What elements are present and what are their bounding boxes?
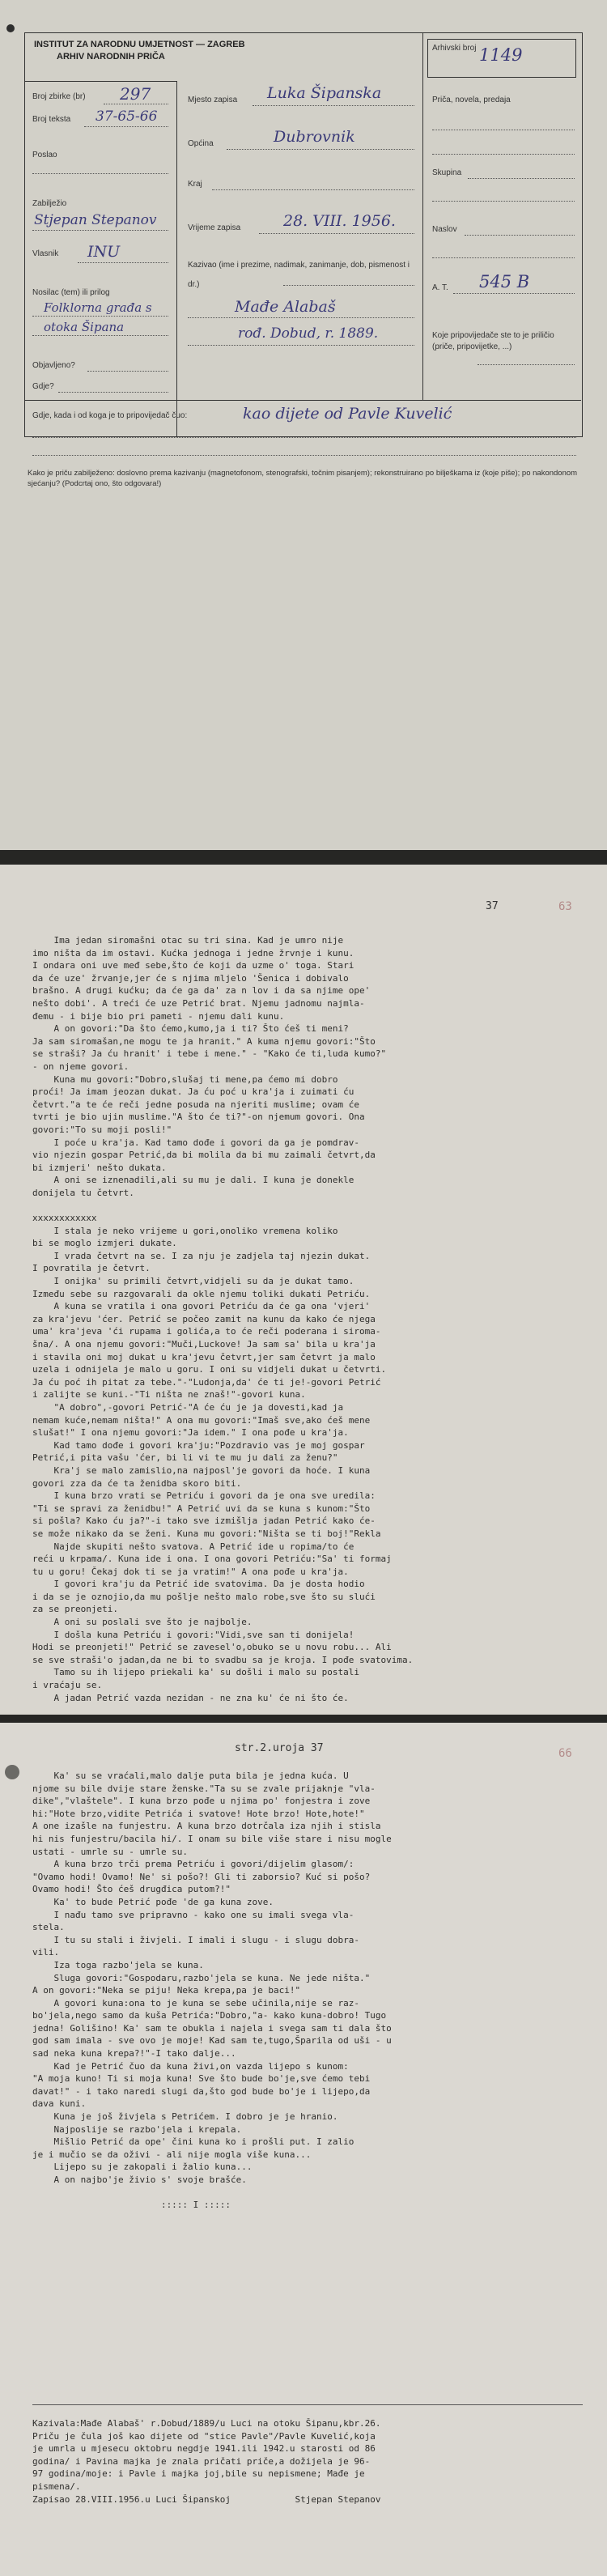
izvor-label: Gdje, kada i od koga je to pripovijedač čuo: xyxy=(32,411,188,420)
mjesto-zapisa-value: Luka Šipanska xyxy=(267,84,382,102)
broj-teksta-value: 37-65-66 xyxy=(96,108,158,125)
vlasnik-label: Vlasnik xyxy=(32,249,59,258)
broj-teksta-label: Broj teksta xyxy=(32,115,71,124)
prica-novela-label: Priča, novela, predaja xyxy=(432,96,511,104)
kazivao-birth: rođ. Dobud, r. 1889. xyxy=(238,325,379,342)
rule xyxy=(283,285,414,286)
recording-method-note: Kako je priču zabilježeno: doslovno prema kazivanju (magnetofonom, stenografski, točnim pisanjem); rekonstruirano po bilješkama iz (koje piše); po nakondonom sjećanju? (Podcrtaj ono, što odgovara!) xyxy=(28,469,578,488)
koje-label: Koje pripovijedače ste to je priličio (priče, pripovijetke, ...) xyxy=(432,331,554,351)
rule xyxy=(253,105,414,106)
arhivski-broj-value: 1149 xyxy=(479,45,523,65)
rule xyxy=(188,317,414,318)
page-number: 37 xyxy=(486,900,499,912)
rule xyxy=(432,201,575,202)
divider xyxy=(32,2404,583,2405)
punch-hole xyxy=(6,24,15,32)
mjesto-zapisa-label: Mjesto zapisa xyxy=(188,96,238,104)
rule xyxy=(468,178,575,179)
naslov-label: Naslov xyxy=(432,225,457,234)
rule xyxy=(58,392,168,393)
at-value: 545 B xyxy=(479,272,530,291)
rule xyxy=(453,293,575,294)
story-text: Ima jedan siromašni otac su tri sina. Kad je umro nije imo ništa da im ostavi. Kućka jednoga i jedne žrvnje i kunu. I ondara oni uve međ sebe,što će koji da uzme o' toga. Stari da će uze' žrvanje,jer će s njima mljelo 'Šenica i dobivalo brašno. A drugi kućku; da će ga da' za n lov i da sa njime ope' nešto dobi'. A treći će uze Petrić brat. Njemu jadnomu najmla- đemu - i bije bio pri pameti - njemu dali kunu. A on govori:"Da što ćemo,kumo,ja i ti? Što ćeš ti meni? Ja sam siromašan,ne mogu te ja hranit." A kuma njemu govori:"Što se straši? Ja ću hranit' i tebe i mene." - "Kako će ti,luda kumo?" - on njeme govori. Kuna mu govori:"Dobro,slušaj ti mene,pa ćemo mi dobro proći! Ja imam jeozan dukat. Ja ću poć u kra'ja i zuimati ću četvrt."a te će reči jedne posuda na njeriti muslime; ovam će tvrti je bio ujin muslime."A što će ti?"-on njemum govori. Ona govori:"To su moji posli!" I poće u kra'ja. Kad tamo dođe i govori da ga je pomdrav- vio njezin gospar Petrić,da bi molila da bi mu zaimali četvrt,da bi izmjeri' nešto dukata. A oni se iznenadili,ali su mu je dali. I kuna je donekle donijela tu četvrt. xxxxxxxxxxxx I stala je neko vrijeme u gori,onoliko vremena koliko bi se moglo izmjeri dukate. I vrada četvrt na se. I za nju je zadjela taj njezin dukat. I povratila je četvrt. I onijka' su primili četvrt,vidjeli su da je dukat tamo. Između sebe su razgovarali da okle njemu toliki dukati Petriću. A kuna se vratila i ona govori Petriću da će ga ona 'vjeri' za kra'jevu 'ćer. Petrić se počeo zamit na kunu da kako će njega uma' kra'jeva 'ći rupama i golića,a to će reči poderana i siroma- šna/. A ona njemu govori:"Muči,Luckove! Ja sam sa' bila u kra'ja i stavila oni moj dukat u kra'jevu četvrt,jer sam četvrt ja malo uzela i odnijela je malo u goru. I oni su vidjeli dukat u četvrti. Ja ću poć ih pitat za tebe."-"Ludonja,da' će ti je!-govori Petrić i zalijte se kuni.-"Ti ništa ne znaš!"-govori kuna. "A dobro",-govori Petrić-"A će ću je ja dovesti,kad ja nemam kuće,nemam ništa!" A ona mu govori:"Imaš sve,ako ćeš mene slušat!" I ona njemu govori:"Ja idem." I ona pođe u kra'ja. Kad tamo dođe i govori kra'ju:"Pozdravio vas je moj gospar Petrić,i pita vašu 'ćer, bi li vi te mu ju dali za ženu?" Kra'j se malo zamislio,na najposl'je govori da hoće. I kuna govori zza da će ta ženidba skoro biti. I kuna brzo vrati se Petriću i govori da je ona sve uredila: "Ti se spravi za ženidbu!" A Petrić uvi da se kuna s kunom:"Što si pošla? Kako ću ja?"-i tako sve izmišlja jadan Petrić kako će- se može nikako da se ženi. Kuna mu govori:"Ništa se ti boj!"Rekla Najde skupiti nešto svatova. A Petrić ide u ropima/to će reći u krpama/. Kuna ide i ona. I ona govori Petriću:"Sa' ti formaj tu u goru! Čekaj dok ti se ja vratim!" A ona pođe u kra'ja. I govori kra'ju da Petrić ide svatovima. Da je dosta hodio i da se je oznojio,da mu pošlje nešto malo robe,sve što su slući za se preonjeti. A oni su poslali sve što je najbolje. I došla kuna Petriću i govori:"Vidi,sve san ti donijela! Hodi se preonjeti!" Petrić se zavesel'o,obuko se u novu robu... Ali se sve straši'o jadan,da ne bi to svadbu sa je kroja. I pođe svatovima. Tamo su ih lijepo priekali ka' su došli i malo su postali i vraćaju se. A jadan Petrić vazda nezidan - ne zna ku' će ni što će. xyxy=(32,935,414,1703)
izvor-value: kao dijete od Pavle Kuvelić xyxy=(243,405,452,423)
rule xyxy=(212,189,414,190)
arhivski-broj-label: Arhivski broj xyxy=(432,44,477,53)
skupina-label: Skupina xyxy=(432,168,462,177)
archive-stamp: 66 xyxy=(558,1747,572,1760)
rule xyxy=(78,262,168,263)
rule xyxy=(84,126,168,127)
vrijeme-zapisa-value: 28. VIII. 1956. xyxy=(283,212,396,230)
rule xyxy=(32,316,168,317)
rule xyxy=(478,364,575,365)
nosilac-value: Folklorna građa s otoka Šipana xyxy=(44,300,152,334)
typed-page-1 xyxy=(0,865,607,1715)
objavljeno-label: Objavljeno? xyxy=(32,361,75,370)
punch-hole xyxy=(5,1765,19,1779)
rule xyxy=(259,233,414,234)
kazivao-label: Kazivao (ime i prezime, nadimak, zanimanje, dob, pismenost i dr.) xyxy=(188,261,410,289)
rule xyxy=(32,455,576,456)
rule xyxy=(32,230,168,231)
rule xyxy=(465,235,575,236)
rule xyxy=(32,335,168,336)
vrijeme-zapisa-label: Vrijeme zapisa xyxy=(188,223,241,232)
index-card xyxy=(0,0,607,850)
kraj-label: Kraj xyxy=(188,180,202,189)
kazivao-name: Mađe Alabaš xyxy=(235,298,336,316)
bottom-rule xyxy=(24,400,581,401)
rule xyxy=(32,437,576,438)
opcina-label: Općina xyxy=(188,139,214,148)
rule xyxy=(227,149,414,150)
broj-zbirke-label: Broj zbirke (br) xyxy=(32,92,86,101)
rule xyxy=(432,154,575,155)
vlasnik-value: INU xyxy=(87,243,121,261)
archive-name: ARHIV NARODNIH PRIČA xyxy=(57,52,165,62)
rule xyxy=(432,257,575,258)
rule xyxy=(87,371,168,372)
broj-zbirke-value: 297 xyxy=(120,84,151,104)
rule xyxy=(32,173,168,174)
at-label: A. T. xyxy=(432,283,448,292)
institute-name: INSTITUT ZA NARODNU UMJETNOST — ZAGREB xyxy=(34,40,245,49)
nosilac-label: Nosilac (tem) ili prilog xyxy=(32,288,110,297)
page-header: str.2.uroja 37 xyxy=(235,1742,324,1754)
story-text: Ka' su se vraćali,malo dalje puta bila je jedna kuća. U njome su bile dvije stare ženske."Ta su se zvale prijaknje "vla- dike","vlaštele". I kuna brzo pođe u njima po' fonjestra i zove hi:"Hote brzo,vidite Petrića i svatove! Hote brzo! Hote,hote!" A one izašle na funjestru. A kuna brzo dotrčala iza njih i stisla hi nis funjestru/bacila hi/. I onam su bile više stare i nisu mogle ustati - umrle su - umrle su. A kuna brzo trči prema Petriću i govori/dijelim glasom/: "Ovamo hodi! Ovamo! Ne' si pošo?! Gli ti zaborsio? Kuć si pošo? Ovamo hodi! Što ćeš drugđica putom?!" Ka' to bude Petrić pođe 'de ga kuna zove. I nađu tamo sve pripravno - kako one su imali svega vla- stela. I tu su stali i živjeli. I imali i slugu - i slugu dobra- vili. Iza toga razbo'jela se kuna. Sluga govori:"Gospodaru,razbo'jela se kuna. Ne jede ništa." A on govori:"Neka se piju! Neka krepa,pa je baci!" A govori kuna:ona to je kuna se sebe učinila,nije se raz- bo'jela,nego samo da kuša Petrića:"Dobro,"a- kako kuna-dobro! Tugo jedna! Golišino! Ka' sam te obukla i najela i svega sam ti dala što god sam imala - sve ovo je moje! Kad sam te,tugo,Šparila od uši - u sad neka kuna krepa?!"-I tako dalje... Kad je Petrić čuo da kuna živi,on vazda lijepo s kunom: "A moja kuno! Ti si moja kuna! Sve što bude bo'je,sve ćemo tebi davat!" - i tako naredi slugi da,što god bude bo'je i lijepo,da dava kuni. Kuna je još živjela s Petrićem. I dobro je je hranio. Najposlije se razbo'jela i krepala. Mišlio Petrić da ope' čini kuna ko i prošli put. I zalio je i mučio se da oživi - ali nije mogla više kuna... Lijepo su je zakopali i žalio kuna... A on najbo'je živio s' svoje brašće. ::::: I ::::: xyxy=(32,1770,392,2211)
zabiljezio-label: Zabilježio xyxy=(32,199,67,208)
typed-page-2 xyxy=(0,1723,607,2576)
narrator-note: Kazivala:Mađe Alabaš' r.Dobud/1889/u Luci na otoku Šipanu,kbr.26. Priču je čula još kao dijete od "stice Pavle"/Pavle Kuvelić,koja je umrla u mjesecu oktobru negdje 1941.ili 1942.u starosti od 86 godina/ i Pavina majka je znala pričati priče,a dožijela je 96- 97 godina/moje: i Pavle i majka joj,bile su nepismene; Mađe je pismena/. Zapisao 28.VIII.1956.u Luci Šipanskoj Stjepan Stepanov xyxy=(32,2418,381,2505)
archive-stamp: 63 xyxy=(558,900,572,913)
rule xyxy=(188,345,414,346)
zabiljezio-value: Stjepan Stepanov xyxy=(34,212,157,228)
poslao-label: Poslao xyxy=(32,151,57,159)
opcina-value: Dubrovnik xyxy=(274,128,355,146)
gdje-label: Gdje? xyxy=(32,382,54,391)
